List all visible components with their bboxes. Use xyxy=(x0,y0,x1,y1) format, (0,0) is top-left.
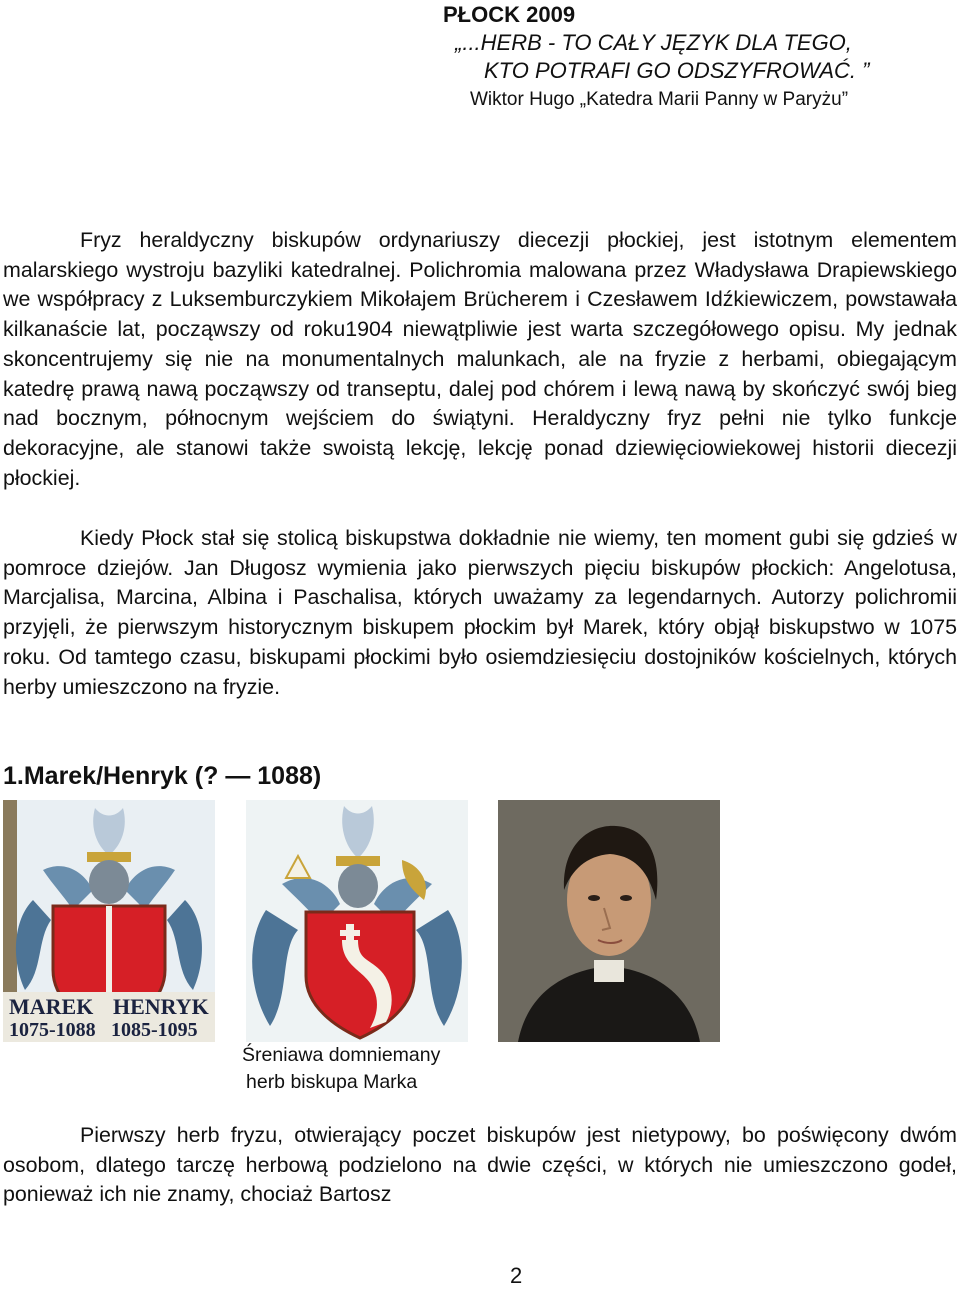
epigraph-line-2: KTO POTRAFI GO ODSZYFROWAĆ. ” xyxy=(484,58,870,83)
paragraph-intro: Fryz heraldyczny biskupów ordynariuszy diecezji płockiej, jest istotnym elementem malarskiego wystroju bazyliki katedralnej. Polichromia malowana przez Władysława Drapiewskiego we współpracy z Luksemburczykiem Mikołajem Brücherem i Czesławem Idźkiewiczem, powstawała kilkanaście lat, począwszy od roku1904 niewątpliwie jest warta szczegółowego opisu. My jednak skoncentrujemy się nie na monumentalnych malunkach, ale na fryzie z herbami, obiegającym katedrę prawą nawą począwszy od transeptu, dalej pod chórem i lewą nawą by skończyć swój bieg nad bocznym, północnym wejściem do świątyni. Heraldyczny fryz pełni nie tylko funkcje dekoracyjne, ale stanowi także swoistą lekcję, lekcję ponad dziewięciowiekowej historii diecezji płockiej. xyxy=(3,228,957,490)
header-title: PŁOCK 2009 xyxy=(443,2,576,27)
portrait-illustration xyxy=(498,800,720,1042)
fresco-years-left: 1075-1088 xyxy=(9,1019,96,1041)
fresco-coat-of-arms-image xyxy=(3,800,215,1042)
paragraph-bishops: Kiedy Płock stał się stolicą biskupstwa dokładnie nie wiemy, ten moment gubi się gdzieś w pomroce dziejów. Jan Długosz wymienia jako pierwszych pięciu biskupów płockich: Angelotusa, Marcjalisa, Marcina, Albina i Paschalisa, których uważamy za legendarnych. Autorzy polichromii przyjęli, że pierwszym historycznym biskupem płockim był Marek, który objął biskupstwo w 1075 roku. Od tamtego czasu, biskupami płockimi było osiemdziesięciu dostojników kościelnych, których herby umieszczono na fryzie. xyxy=(3,526,957,699)
image-caption-line-1: Śreniawa domniemany xyxy=(242,1044,441,1066)
fresco-years-right: 1085-1095 xyxy=(111,1019,198,1041)
fresco-name-right: HENRYK xyxy=(113,994,209,1019)
page-number: 2 xyxy=(510,1263,523,1288)
epigraph-line-1: „...HERB - TO CAŁY JĘZYK DLA TEGO, xyxy=(455,30,852,55)
sreniawa-coat-of-arms-image xyxy=(246,800,468,1042)
paragraph-first-coat: Pierwszy herb fryzu, otwierający poczet biskupów jest nietypowy, bo poświęcony dwóm osobom, dlatego tarczę herbową podzielono na dwie części, w których nie umieszczono godeł, ponieważ ich nie znamy, chociaż Bartosz xyxy=(3,1123,957,1207)
image-caption-line-2: herb biskupa Marka xyxy=(246,1071,418,1093)
section-heading: 1.Marek/Henryk (? — 1088) xyxy=(3,762,322,790)
fresco-name-left: MAREK xyxy=(9,994,94,1019)
sreniawa-illustration xyxy=(246,800,468,1042)
fresco-illustration xyxy=(3,800,215,1042)
epigraph-source: Wiktor Hugo „Katedra Marii Panny w Paryżu” xyxy=(470,89,849,110)
bishop-portrait-image xyxy=(498,800,720,1042)
